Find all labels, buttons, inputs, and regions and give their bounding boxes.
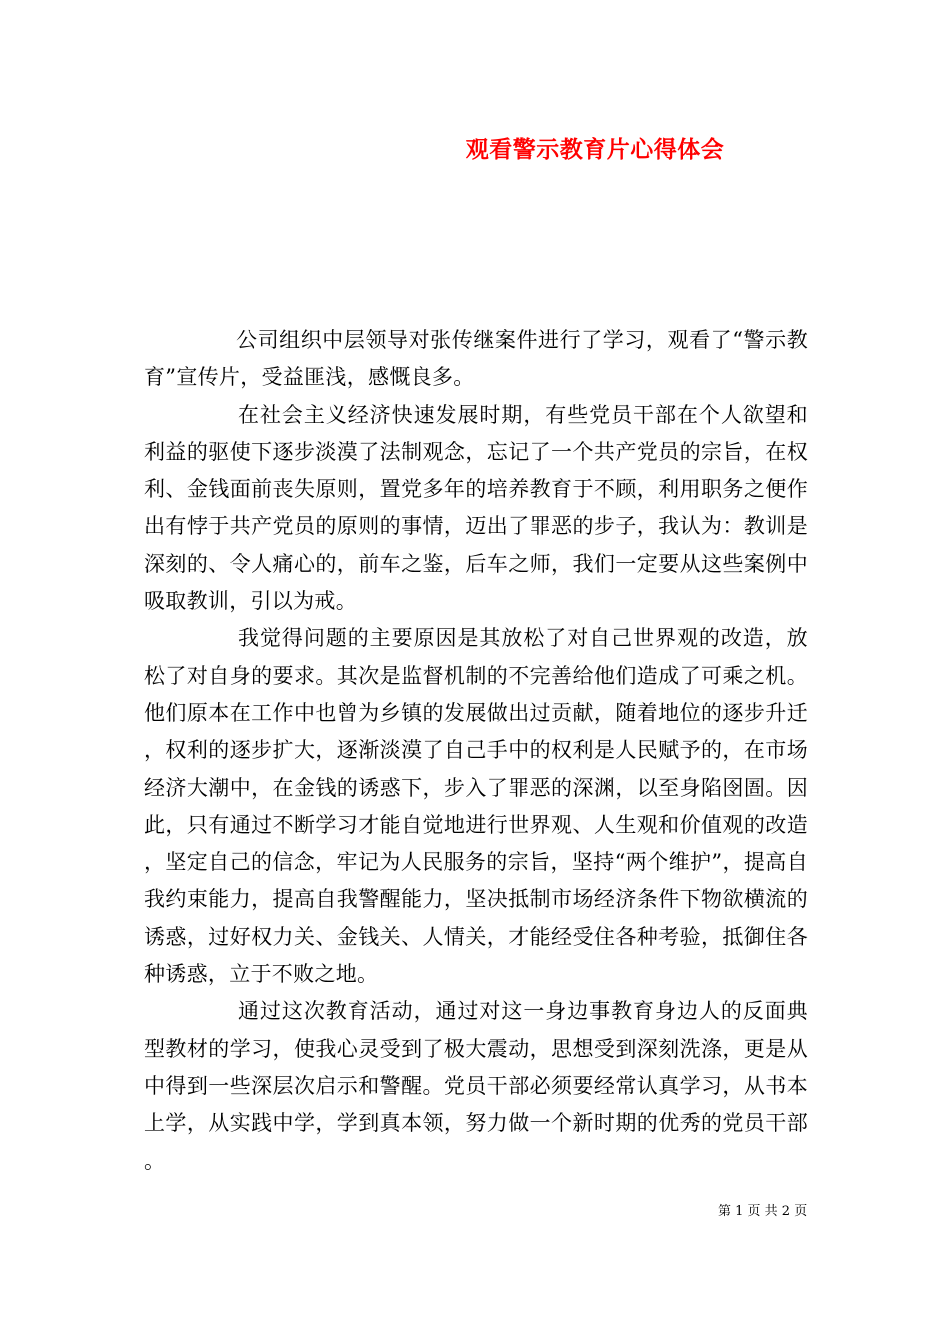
paragraph-4: 通过这次教育活动，通过对这一身边事教育身边人的反面典型教材的学习，使我心灵受到了极大震动，思想受到深刻洗涤，更是从中得到一些深层次启示和警醒。党员干部必须要经常认真学习，从书本上学，从实践中学，学到真本领，努力做一个新时期的优秀的党员干部。	[144, 999, 808, 1173]
page-number: 第 1 页 共 2 页	[718, 1204, 808, 1219]
page-title: 观看警示教育片心得体会	[465, 136, 725, 163]
paragraph-1: 公司组织中层领导对张传继案件进行了学习，观看了“警示教育”宣传片，受益匪浅，感慨良多。	[144, 328, 808, 390]
document-body	[144, 322, 808, 1180]
paragraph-3: 我觉得问题的主要原因是其放松了对自己世界观的改造，放松了对自身的要求。其次是监督机制的不完善给他们造成了可乘之机。他们原本在工作中也曾为乡镇的发展做出过贡献，随着地位的逐步升迁，权利的逐步扩大，逐渐淡漠了自己手中的权利是人民赋予的，在市场经济大潮中，在金钱的诱惑下，步入了罪恶的深渊，以至身陷囹圄。因此，只有通过不断学习才能自觉地进行世界观、人生观和价值观的改造，坚定自己的信念，牢记为人民服务的宗旨，坚持“两个维护”，提高自我约束能力，提高自我警醒能力，坚决抵制市场经济条件下物欲横流的诱惑，过好权力关、金钱关、人情关，才能经受住各种考验，抵御住各种诱惑，立于不败之地。	[144, 626, 808, 987]
paragraph-2: 在社会主义经济快速发展时期，有些党员干部在个人欲望和利益的驱使下逐步淡漠了法制观念，忘记了一个共产党员的宗旨，在权利、金钱面前丧失原则，置党多年的培养教育于不顾，利用职务之便作出有悖于共产党员的原则的事情，迈出了罪恶的步子，我认为：教训是深刻的、令人痛心的，前车之鉴，后车之师，我们一定要从这些案例中吸取教训，引以为戒。	[144, 402, 808, 614]
